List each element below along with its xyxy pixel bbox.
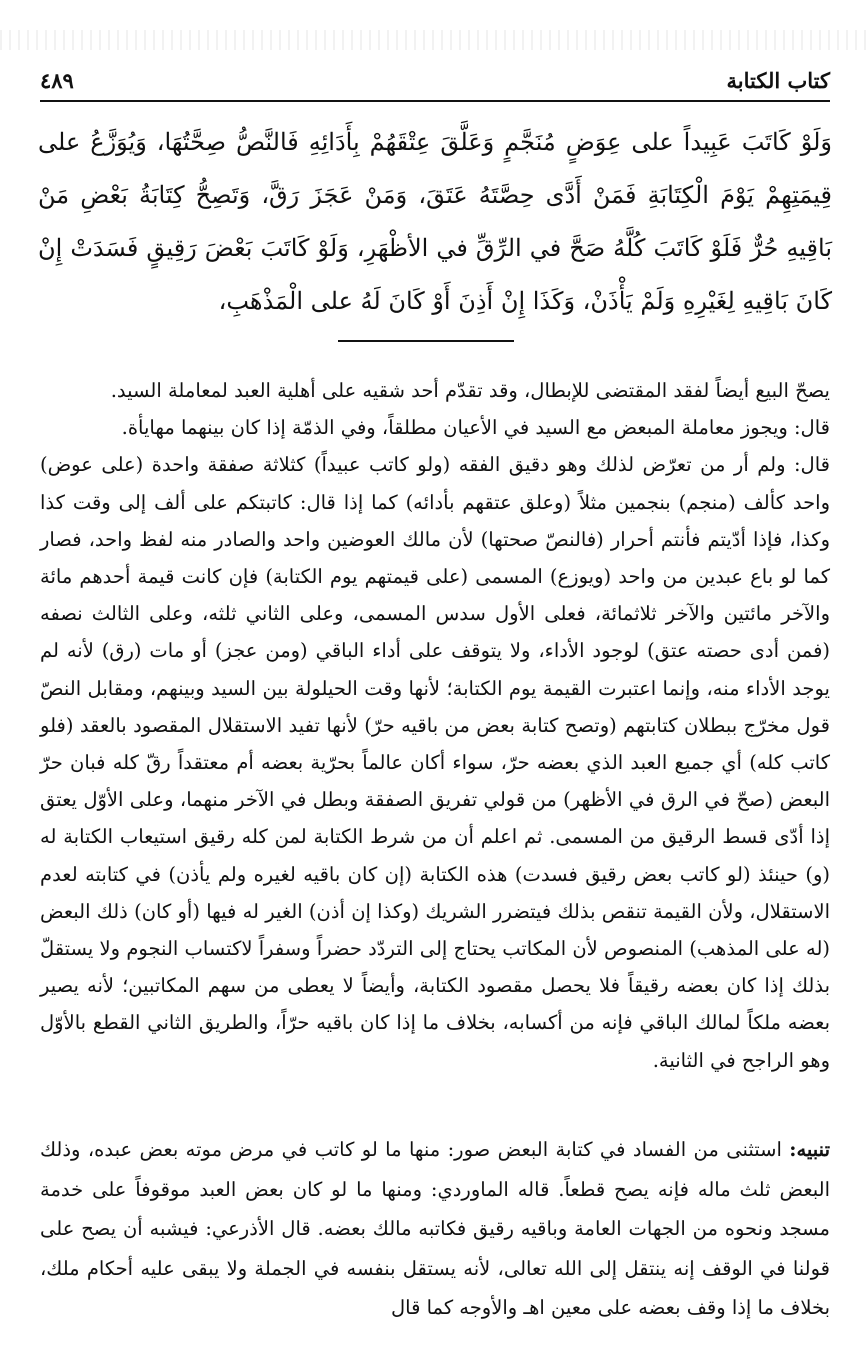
commentary-paragraph: يصحّ البيع أيضاً لفقد المقتضى للإبطال، وقد تقدّم أحد شقيه على أهلية العبد لمعاملة السيد. — [110, 379, 830, 402]
running-header — [40, 60, 830, 102]
commentary — [40, 372, 830, 1079]
commentary-paragraph: قال: ويجوز معاملة المبعض مع السيد في الأعيان مطلقاً، وفي الذمّة إذا كان بينهما مهايأة. — [121, 416, 830, 440]
page-number: ٤٨٩ — [40, 67, 74, 93]
note-section — [40, 1130, 830, 1328]
commentary-paragraph: قال: ولم أر من تعرّض لذلك وهو دقيق الفقه (ولو كاتب عبيداً) كثلاثة صفقة واحدة (على عوض) واحد كألف (منجم) بنجمين مثلاً (وعلق عتقهم بأدائه) كما إذا قال: كاتبتكم على ألف إلى وقت كذا وكذا، فإذا أدّيتم فأنتم أحرار (فالنصّ صحتها) لأن مالك العوضين واحد والصادر منه لفظ واحد، فصار كما لو باع عبدين من واحد (ويوزع) المسمى (على قيمتهم يوم الكتابة) فإن كانت قيمة أحدهم مائة والآخر مائتين والآخر ثلاثمائة، فعلى الأول سدس المسمى، وعلى الثاني ثلثه، وعلى الثالث نصفه (فمن أدى حصته عتق) لوجود الأداء، ولا يتوقف على أداء الباقي (ومن عجز) أو مات (رق) لأنه لم يوجد الأداء منه، وإنما اعتبرت القيمة يوم الكتابة؛ لأنها وقت الحيلولة بين السيد وبينهم، ومقابل النصّ قول مخرّج ببطلان كتابتهم (وتصح كتابة بعض من باقيه حرّ) لأنها تفيد الاستقلال المقصود بالعقد (فلو كاتب كله) أي جميع العبد الذي بعضه حرّ، سواء أكان عالماً بحرّية بعضه أم معتقداً رقّ كله فبان حرّ البعض (صحّ في الرق في الأظهر) من قولي تفريق الصفقة وبطل في الآخر منهما، وعلى الأوّل يعتق إذا أدّى قسط الرقيق من المسمى. ثم اعلم أن من شرط الكتابة لمن كله رقيق استيعاب الكتابة له (و) حينئذ (لو كاتب بعض رقيق فسدت) هذه الكتابة (إن كان باقيه لغيره ولم يأذن) في كتابته لعدم الاستقلال، ولأن القيمة تنقص بذلك فيتضرر الشريك (وكذا إن أذن) الغير له فيها (أو كان) ذلك البعض (له على المذهب) المنصوص لأن المكاتب يحتاج إلى التردّد حضراً وسفراً لاكتساب النجوم ولا يستقلّ بذلك إذا كان بعضه رقيقاً فلا يحصل مقصود الكتابة، وأيضاً لا يعطى من سهم المكاتبين؛ لأنه يصير بعضه ملكاً لمالك الباقي فإنه من أكسابه، بخلاف ما إذا كان باقيه حرّاً، والطريق الثاني القطع بالأوّل وهو الراجح في الثانية. — [40, 453, 830, 1072]
header-title: كتاب الكتابة — [726, 67, 830, 93]
scan-noise — [0, 30, 868, 50]
separator-rule — [338, 340, 514, 342]
main-text: وَلَوْ كَاتَبَ عَبِيداً على عِوَضٍ مُنَجَّمٍ وَعَلَّقَ عِتْقَهُمْ بِأَدَائِهِ فَالنَّصُّ صِحَّتُهَا، وَيُوَزَّعُ على قِيمَتِهِمْ يَوْمَ الْكِتَابَةِ فَمَنْ أَدَّى حِصَّتَهُ عَتَقَ، وَمَنْ عَجَزَ رَقَّ، وَتَصِحُّ كِتَابَةُ بَعْضِ مَنْ بَاقِيهِ حُرٌّ فَلَوْ كَاتَبَ كُلَّهُ صَحَّ في الرِّقِّ في الأظْهَرِ، وَلَوْ كَاتَبَ بَعْضَ رَقِيقٍ فَسَدَتْ إِنْ كَانَ بَاقِيهِ لِغَيْرِهِ وَلَمْ يَأْذَنْ، وَكَذَا إِنْ أَذِنَ أَوْ كَانَ لَهُ على الْمَذْهَبِ، — [38, 128, 832, 315]
note-text: استثنى من الفساد في كتابة البعض صور: منها ما لو كاتب في مرض موته بعض عبده، وذلك البعض ثلث ماله فإنه يصح قطعاً. قاله الماوردي: ومنها ما لو كان بعض العبد موقوفاً على خدمة مسجد ونحوه من الجهات العامة وباقيه رقيق فكاتبه مالك بعضه. قال الأذرعي: فيشبه أن يصح على قولنا في الوقف إنه ينتقل إلى الله تعالى، لأنه يستقل بنفسه في الجملة ولا يبقى عليه أحكام ملك، بخلاف ما إذا وقف بعضه على معين اهـ والأوجه كما قال — [40, 1138, 830, 1319]
note-label: تنبيه: — [789, 1138, 830, 1161]
